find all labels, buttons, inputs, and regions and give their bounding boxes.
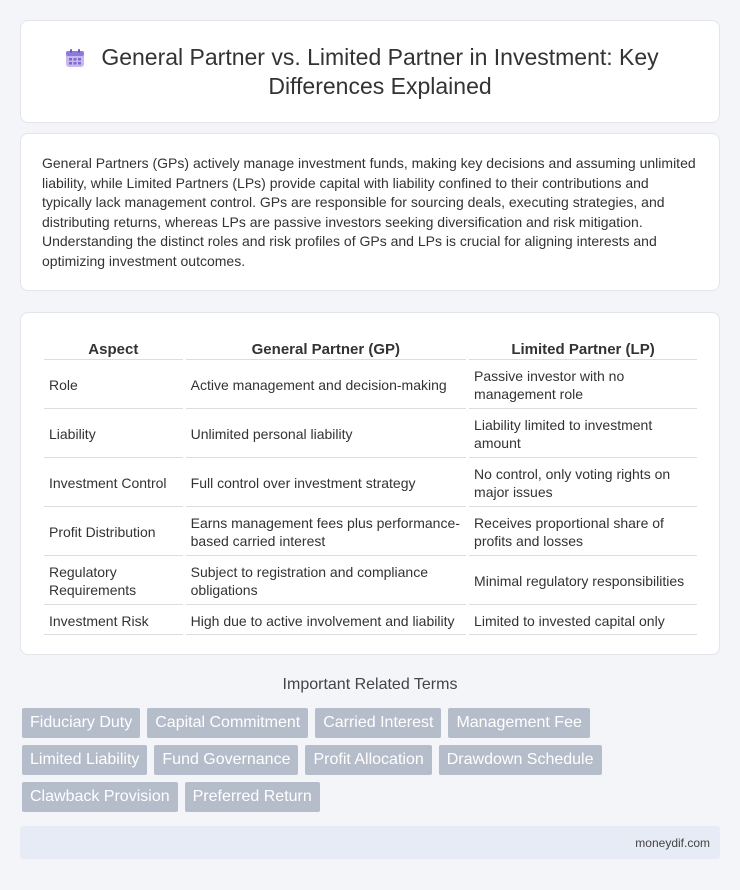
term-tag[interactable]: Preferred Return <box>185 782 320 812</box>
related-terms-heading: Important Related Terms <box>282 676 458 693</box>
related-terms-list <box>22 708 702 812</box>
table-cell-gp: Full control over investment strategy <box>186 460 466 507</box>
table-cell-lp: Limited to invested capital only <box>469 607 697 635</box>
table-cell-lp: No control, only voting rights on major issues <box>469 460 697 507</box>
table-cell-gp: Subject to registration and compliance obligations <box>186 558 466 605</box>
intro-card <box>20 133 720 291</box>
table-row <box>44 509 697 556</box>
table-cell-gp: Earns management fees plus performance-based carried interest <box>186 509 466 556</box>
page-title: General Partner vs. Limited Partner in Investment: Key Differences Explained <box>101 44 659 99</box>
table-header-row <box>44 334 697 360</box>
title-card <box>20 20 720 123</box>
table-cell-lp: Receives proportional share of profits and losses <box>469 509 697 556</box>
table-cell-aspect: Investment Risk <box>44 607 183 635</box>
column-header-aspect: Aspect <box>44 334 183 360</box>
table-cell-aspect: Profit Distribution <box>44 509 183 556</box>
table-cell-aspect: Investment Control <box>44 460 183 507</box>
footer-site-link[interactable]: moneydif.com <box>635 836 710 850</box>
term-tag[interactable]: Limited Liability <box>22 745 147 775</box>
table-cell-aspect: Regulatory Requirements <box>44 558 183 605</box>
term-tag[interactable]: Carried Interest <box>315 708 441 738</box>
table-row <box>44 460 697 507</box>
footer <box>20 826 720 859</box>
term-tag[interactable]: Capital Commitment <box>147 708 308 738</box>
term-tag[interactable]: Clawback Provision <box>22 782 178 812</box>
table-cell-gp: Active management and decision-making <box>186 362 466 409</box>
table-cell-lp: Liability limited to investment amount <box>469 411 697 458</box>
term-tag[interactable]: Drawdown Schedule <box>439 745 602 775</box>
table-cell-aspect: Role <box>44 362 183 409</box>
term-tag[interactable]: Profit Allocation <box>305 745 431 775</box>
term-tag[interactable]: Fiduciary Duty <box>22 708 140 738</box>
table-row <box>44 411 697 458</box>
table-row <box>44 558 697 605</box>
comparison-table <box>41 332 700 637</box>
table-cell-gp: High due to active involvement and liability <box>186 607 466 635</box>
table-cell-lp: Passive investor with no management role <box>469 362 697 409</box>
column-header-lp: Limited Partner (LP) <box>469 334 697 360</box>
table-cell-lp: Minimal regulatory responsibilities <box>469 558 697 605</box>
table-cell-aspect: Liability <box>44 411 183 458</box>
column-header-gp: General Partner (GP) <box>186 334 466 360</box>
term-tag[interactable]: Fund Governance <box>154 745 298 775</box>
intro-paragraph: General Partners (GPs) actively manage investment funds, making key decisions and assuming unlimited liability, while Limited Partners (LPs) provide capital with liability confined to their contributions and typically lack management control. GPs are responsible for sourcing deals, executing strategies, and distributing returns, whereas LPs are passive investors seeking diversification and risk mitigation. Understanding the distinct roles and risk profiles of GPs and LPs is crucial for aligning interests and optimizing investment outcomes. <box>42 155 696 269</box>
table-row <box>44 607 697 635</box>
table-row <box>44 362 697 409</box>
table-cell-gp: Unlimited personal liability <box>186 411 466 458</box>
term-tag[interactable]: Management Fee <box>448 708 589 738</box>
comparison-table-card <box>20 312 720 655</box>
